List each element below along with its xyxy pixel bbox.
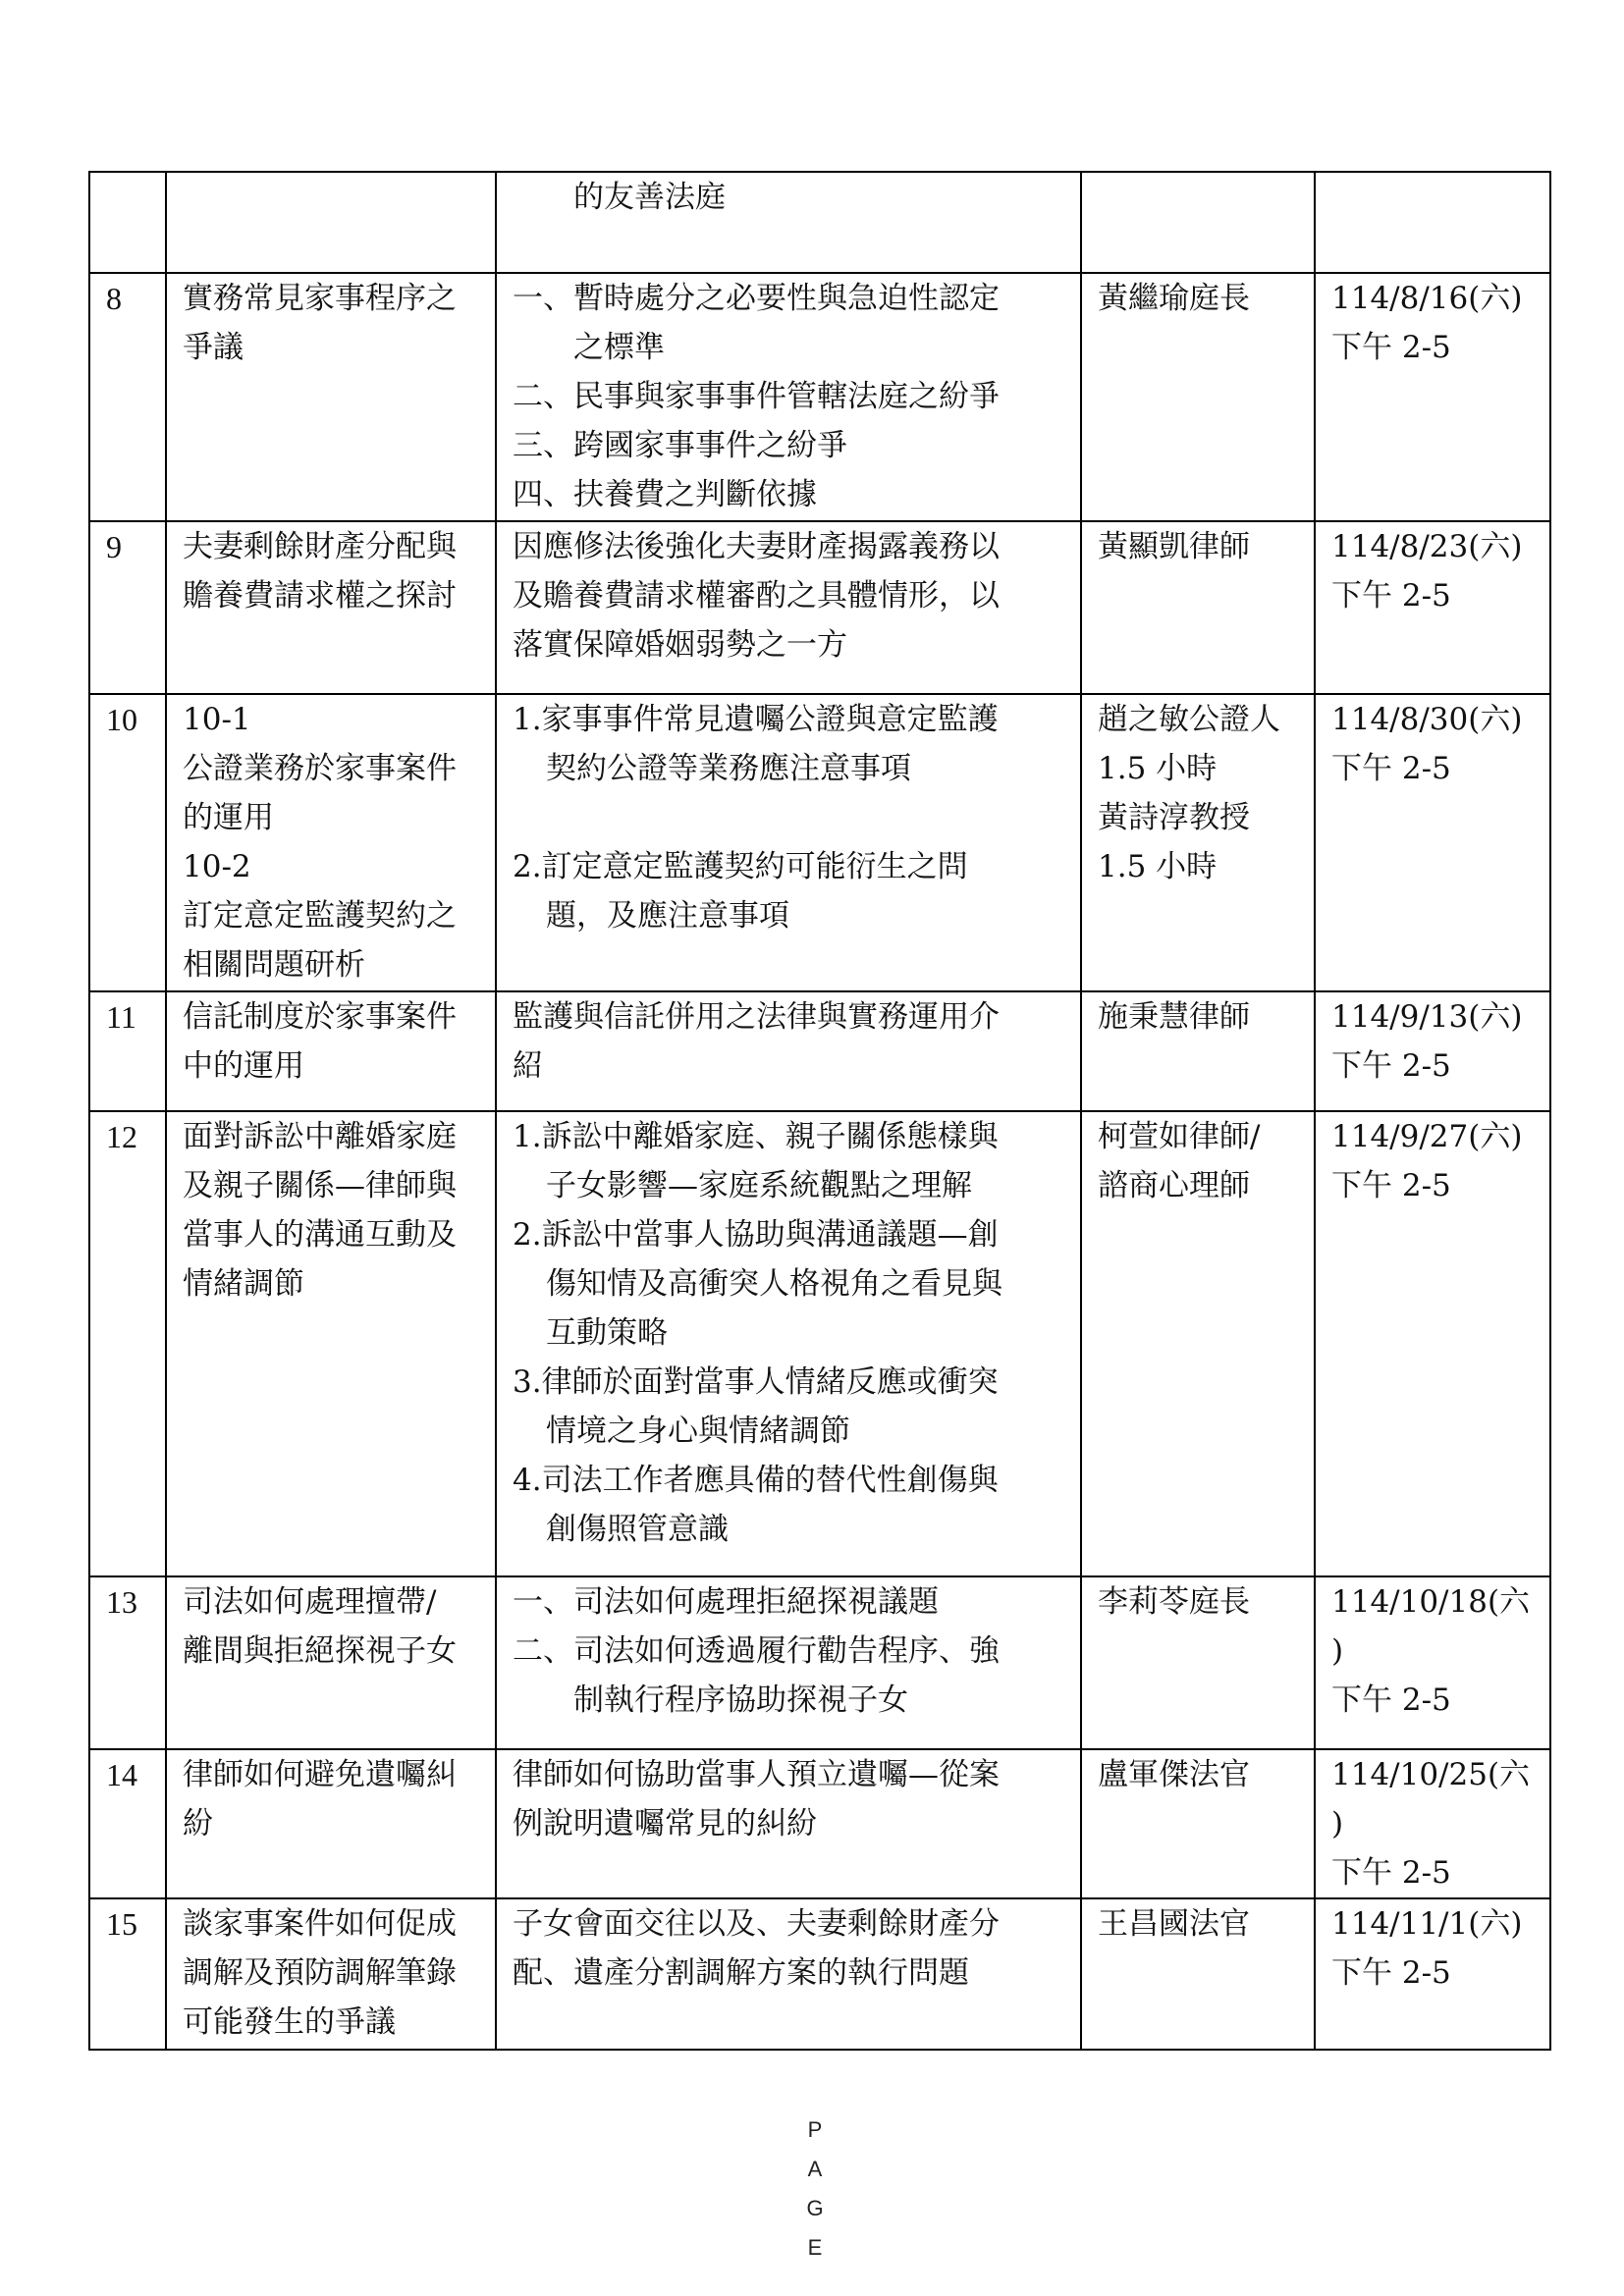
- content-line: 制執行程序協助探視子女: [573, 1682, 908, 1718]
- topic-line: 訂定意定監護契約之: [183, 898, 457, 934]
- date-line-wrap: ): [1331, 1633, 1344, 1669]
- speaker-line: 柯萱如律師/: [1098, 1119, 1261, 1154]
- content-line: 二、司法如何透過履行勸告程序、強: [513, 1633, 1000, 1669]
- content-line: 監護與信託併用之法律與實務運用介: [513, 999, 1000, 1035]
- date-line: 114/8/16(六): [1331, 281, 1523, 316]
- content-line: 之標準: [573, 330, 665, 365]
- date-cell: [1315, 694, 1550, 991]
- topic-cell: [166, 1749, 496, 1898]
- session-number: [89, 172, 166, 273]
- topic-line: 當事人的溝通互動及: [183, 1217, 457, 1253]
- table-row: [89, 1749, 1550, 1898]
- content-line: 題，及應注意事項: [546, 898, 789, 934]
- table-row: [89, 273, 1550, 521]
- content-line: 三、跨國家事事件之紛爭: [513, 428, 847, 463]
- topic-line: 的運用: [183, 800, 274, 835]
- speaker-cell: [1081, 273, 1315, 521]
- content-line: 情境之身心與情緒調節: [546, 1414, 850, 1449]
- topic-line: 談家事案件如何促成: [183, 1906, 457, 1942]
- speaker-cell: [1081, 1576, 1315, 1749]
- session-number: 9: [89, 521, 166, 694]
- speaker-cell: [1081, 521, 1315, 694]
- page-footer: [795, 2110, 835, 2268]
- topic-line: 相關問題研析: [183, 947, 365, 983]
- content-line: 配、遺產分割調解方案的執行問題: [513, 1955, 969, 1991]
- session-number: 13: [89, 1576, 166, 1749]
- topic-line: 可能發生的爭議: [183, 2004, 396, 2040]
- content-line: 落實保障婚姻弱勢之一方: [513, 627, 847, 663]
- topic-line: 及親子關係—律師與: [183, 1168, 457, 1203]
- session-number: 14: [89, 1749, 166, 1898]
- session-number: 12: [89, 1111, 166, 1576]
- date-cell: [1315, 1898, 1550, 2050]
- table-row: [89, 172, 1550, 273]
- date-cell: [1315, 1749, 1550, 1898]
- content-line: 契約公證等業務應注意事項: [546, 751, 911, 786]
- date-line: 114/8/23(六): [1331, 529, 1523, 564]
- table-row: [89, 991, 1550, 1111]
- speaker-cell: [1081, 694, 1315, 991]
- speaker-line: 施秉慧律師: [1098, 999, 1250, 1035]
- speaker-cell: [1081, 1749, 1315, 1898]
- speaker-line: 1.5 小時: [1098, 849, 1218, 884]
- time-line: 下午 2-5: [1331, 1168, 1451, 1203]
- table-row: [89, 1576, 1550, 1749]
- date-line-wrap: ): [1331, 1806, 1344, 1842]
- content-line: 傷知情及高衝突人格視角之看見與: [546, 1266, 1002, 1302]
- topic-line: 信託制度於家事案件: [183, 999, 457, 1035]
- content-cell: [496, 521, 1081, 694]
- topic-line: 公證業務於家事案件: [183, 751, 457, 786]
- date-cell: [1315, 1111, 1550, 1576]
- topic-line: 律師如何避免遺囑糾: [183, 1757, 457, 1792]
- topic-line: 情緒調節: [183, 1266, 304, 1302]
- footer-letter: P: [807, 2117, 823, 2142]
- table-row: [89, 1898, 1550, 2050]
- topic-line: 面對訴訟中離婚家庭: [183, 1119, 457, 1154]
- topic-line: 離間與拒絕探視子女: [183, 1633, 457, 1669]
- topic-cell: [166, 172, 496, 273]
- date-line: 114/8/30(六): [1331, 702, 1523, 737]
- date-cell: [1315, 172, 1550, 273]
- session-number: 15: [89, 1898, 166, 2050]
- content-line: 4.司法工作者應具備的替代性創傷與: [513, 1463, 999, 1498]
- content-cell: [496, 1111, 1081, 1576]
- date-line: 114/10/25(六: [1331, 1757, 1531, 1792]
- topic-cell: [166, 1111, 496, 1576]
- content-line: 因應修法後強化夫妻財產揭露義務以: [513, 529, 1000, 564]
- table-row: [89, 1111, 1550, 1576]
- content-line: 1.家事事件常見遺囑公證與意定監護: [513, 702, 999, 737]
- date-cell: [1315, 1576, 1550, 1749]
- content-line: 互動策略: [546, 1315, 668, 1351]
- time-line: 下午 2-5: [1331, 1048, 1451, 1084]
- content-cell: [496, 1576, 1081, 1749]
- session-number: 8: [89, 273, 166, 521]
- content-cell: [496, 273, 1081, 521]
- speaker-line: 黃繼瑜庭長: [1098, 281, 1250, 316]
- footer-letter: E: [807, 2235, 823, 2260]
- speaker-line: 趙之敏公證人: [1098, 702, 1280, 737]
- content-line: 子女會面交往以及、夫妻剩餘財產分: [513, 1906, 1000, 1942]
- date-line: 114/10/18(六: [1331, 1584, 1531, 1620]
- time-line: 下午 2-5: [1331, 751, 1451, 786]
- speaker-cell: [1081, 1111, 1315, 1576]
- topic-line: 爭議: [183, 330, 244, 365]
- content-line: 一、司法如何處理拒絕探視議題: [513, 1584, 939, 1620]
- time-line: 下午 2-5: [1331, 1682, 1451, 1718]
- content-line: 的友善法庭: [573, 180, 726, 215]
- content-line: 子女影響—家庭系統觀點之理解: [546, 1168, 972, 1203]
- footer-letter: A: [807, 2157, 823, 2181]
- topic-line: 實務常見家事程序之: [183, 281, 457, 316]
- speaker-line: 王昌國法官: [1098, 1906, 1250, 1942]
- date-cell: [1315, 991, 1550, 1111]
- date-line: 114/9/27(六): [1331, 1119, 1523, 1154]
- date-line: 114/11/1(六): [1331, 1906, 1523, 1942]
- content-line: 1.訴訟中離婚家庭、親子關係態樣與: [513, 1119, 999, 1154]
- topic-cell: [166, 273, 496, 521]
- course-schedule-table: [88, 171, 1551, 2051]
- content-line: 二、民事與家事事件管轄法庭之紛爭: [513, 379, 1000, 414]
- session-number: 11: [89, 991, 166, 1111]
- footer-letter: G: [806, 2196, 824, 2220]
- topic-cell: [166, 1898, 496, 2050]
- topic-line: 調解及預防調解筆錄: [183, 1955, 457, 1991]
- topic-line: 贍養費請求權之探討: [183, 578, 457, 614]
- speaker-line: 盧軍傑法官: [1098, 1757, 1250, 1792]
- content-line: 及贍養費請求權審酌之具體情形，以: [513, 578, 1000, 614]
- content-line: 2.訴訟中當事人協助與溝通議題—創: [513, 1217, 999, 1253]
- content-line: 一、暫時處分之必要性與急迫性認定: [513, 281, 1000, 316]
- time-line: 下午 2-5: [1331, 1855, 1451, 1891]
- topic-line: 中的運用: [183, 1048, 304, 1084]
- speaker-line: 黃顯凱律師: [1098, 529, 1250, 564]
- content-line: 3.律師於面對當事人情緒反應或衝突: [513, 1364, 999, 1400]
- date-cell: [1315, 521, 1550, 694]
- topic-cell: [166, 991, 496, 1111]
- session-number: 10: [89, 694, 166, 991]
- content-line: 創傷照管意識: [546, 1512, 729, 1547]
- blank-line: [513, 793, 1064, 842]
- content-line: 四、扶養費之判斷依據: [513, 477, 817, 512]
- topic-cell: [166, 521, 496, 694]
- content-line: 例說明遺囑常見的糾紛: [513, 1806, 817, 1842]
- speaker-line: 諮商心理師: [1098, 1168, 1250, 1203]
- content-cell: [496, 172, 1081, 273]
- time-line: 下午 2-5: [1331, 578, 1451, 614]
- speaker-line: 1.5 小時: [1098, 751, 1218, 786]
- topic-line: 10-2: [183, 849, 251, 884]
- content-line: 2.訂定意定監護契約可能衍生之問: [513, 849, 968, 884]
- topic-line: 10-1: [183, 702, 251, 737]
- content-cell: [496, 1898, 1081, 2050]
- content-cell: [496, 694, 1081, 991]
- time-line: 下午 2-5: [1331, 1955, 1451, 1991]
- speaker-line: 黃詩淳教授: [1098, 800, 1250, 835]
- date-line: 114/9/13(六): [1331, 999, 1523, 1035]
- speaker-cell: [1081, 172, 1315, 273]
- content-line: 律師如何協助當事人預立遺囑—從案: [513, 1757, 1000, 1792]
- table-row: [89, 521, 1550, 694]
- content-cell: [496, 1749, 1081, 1898]
- speaker-cell: [1081, 991, 1315, 1111]
- topic-cell: [166, 1576, 496, 1749]
- table-row: [89, 694, 1550, 991]
- speaker-cell: [1081, 1898, 1315, 2050]
- content-cell: [496, 991, 1081, 1111]
- content-line: 紹: [513, 1048, 543, 1084]
- topic-line: 夫妻剩餘財產分配與: [183, 529, 457, 564]
- date-cell: [1315, 273, 1550, 521]
- speaker-line: 李莉苓庭長: [1098, 1584, 1250, 1620]
- time-line: 下午 2-5: [1331, 330, 1451, 365]
- topic-cell: [166, 694, 496, 991]
- topic-line: 司法如何處理擅帶/: [183, 1584, 437, 1620]
- topic-line: 紛: [183, 1806, 213, 1842]
